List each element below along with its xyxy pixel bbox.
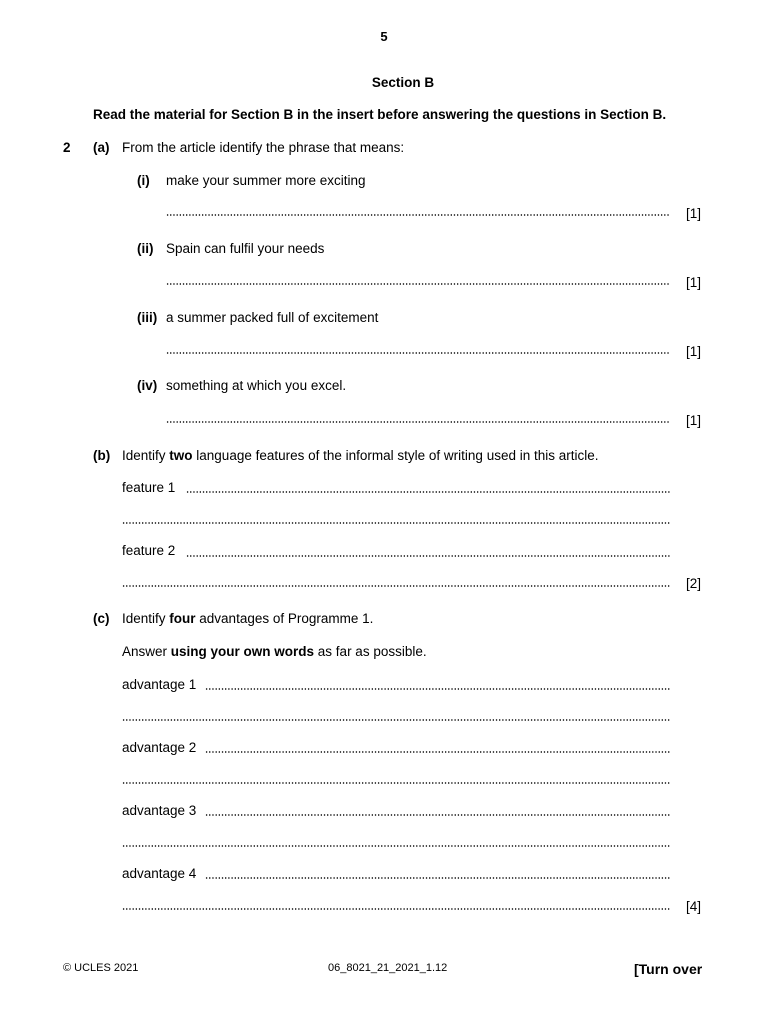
answer-text-after: as far as possible. xyxy=(314,644,427,659)
item-ii-label: (ii) xyxy=(137,241,154,256)
section-instruction: Read the material for Section B in the insert before answering the questions in Section B. xyxy=(93,107,667,122)
item-iii-text: a summer packed full of excitement xyxy=(166,310,379,325)
mark-iii: [1] xyxy=(686,344,702,359)
footer-code: 06_8021_21_2021_1.12 xyxy=(328,962,448,974)
mark-ii: [1] xyxy=(686,275,702,290)
advantage-4-line-2[interactable] xyxy=(122,908,670,910)
advantage-1-line[interactable] xyxy=(205,688,670,690)
item-iii-label: (iii) xyxy=(137,310,158,325)
item-i-label: (i) xyxy=(137,173,150,188)
part-c-label: (c) xyxy=(93,611,110,626)
page-number: 5 xyxy=(380,29,388,44)
part-b-text-before: Identify xyxy=(122,448,170,463)
item-i-text: make your summer more exciting xyxy=(166,173,366,188)
part-b-label: (b) xyxy=(93,448,111,463)
answer-text-before: Answer xyxy=(122,644,171,659)
answer-line-iv[interactable] xyxy=(166,421,670,423)
advantage-2-label: advantage 2 xyxy=(122,740,197,755)
advantage-4-line[interactable] xyxy=(205,877,670,879)
item-iv-text: something at which you excel. xyxy=(166,378,347,393)
part-a-label: (a) xyxy=(93,140,110,155)
advantage-3-line[interactable] xyxy=(205,814,670,816)
question-number: 2 xyxy=(63,140,71,155)
answer-text-bold: using your own words xyxy=(170,644,315,659)
footer-copyright: © UCLES 2021 xyxy=(63,962,139,974)
part-c-text-bold: four xyxy=(169,611,196,626)
part-c-text-before: Identify xyxy=(122,611,170,626)
advantage-1-line-2[interactable] xyxy=(122,719,670,721)
part-a-text: From the article identify the phrase that means: xyxy=(122,140,405,155)
part-c-instruction xyxy=(122,644,427,659)
mark-b: [2] xyxy=(686,576,702,591)
item-ii-text: Spain can fulfil your needs xyxy=(166,241,325,256)
advantage-1-label: advantage 1 xyxy=(122,677,197,692)
feature-1-label: feature 1 xyxy=(122,480,176,495)
advantage-4-label: advantage 4 xyxy=(122,866,197,881)
mark-i: [1] xyxy=(686,206,702,221)
part-c-text-after: advantages of Programme 1. xyxy=(195,611,374,626)
part-b-text-bold: two xyxy=(169,448,193,463)
feature-1-line-2[interactable] xyxy=(122,522,670,524)
answer-line-iii[interactable] xyxy=(166,352,670,354)
answer-line-ii[interactable] xyxy=(166,283,670,285)
part-c-text xyxy=(122,611,373,626)
item-iv-label: (iv) xyxy=(137,378,158,393)
advantage-2-line-2[interactable] xyxy=(122,782,670,784)
advantage-3-label: advantage 3 xyxy=(122,803,197,818)
feature-2-line-2[interactable] xyxy=(122,585,670,587)
feature-2-line[interactable] xyxy=(186,555,670,557)
mark-c: [4] xyxy=(686,899,702,914)
mark-iv: [1] xyxy=(686,413,702,428)
advantage-2-line[interactable] xyxy=(205,751,670,753)
answer-line-i[interactable] xyxy=(166,214,670,216)
advantage-3-line-2[interactable] xyxy=(122,845,670,847)
part-b-text xyxy=(122,448,599,463)
turn-over: [Turn over xyxy=(634,961,703,977)
part-b-text-after: language features of the informal style of writing used in this article. xyxy=(192,448,599,463)
section-title: Section B xyxy=(371,75,435,90)
feature-1-line[interactable] xyxy=(186,491,670,493)
feature-2-label: feature 2 xyxy=(122,543,176,558)
